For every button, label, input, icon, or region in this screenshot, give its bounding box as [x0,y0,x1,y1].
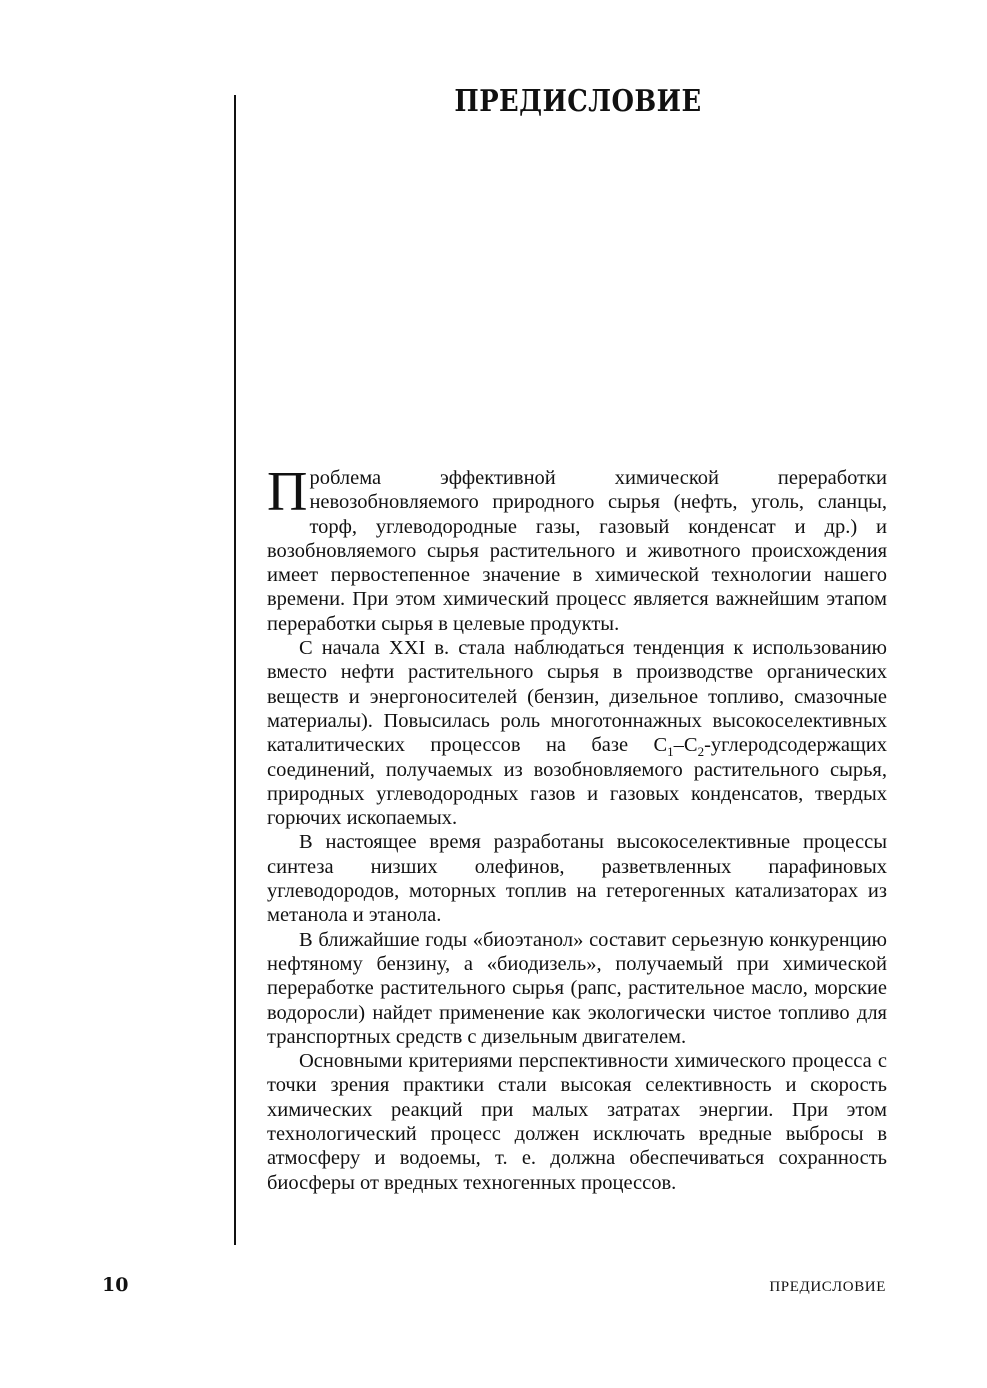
paragraph-2 [267,636,887,830]
page-title: ПРЕДИСЛОВИЕ [454,84,702,119]
drop-cap: П [267,461,308,523]
vertical-rule [234,95,236,1245]
subscript-1: 1 [667,744,674,760]
subscript-2: 2 [697,744,705,760]
paragraph-1-text: роблема эффективной химической переработки невозобновляемого природного сырья (нефть, уголь, сланцы, торф, углеводородные газы, газовый конденсат и др.) и возобновляемого сырья растительного и животного происхождения имеет первостепенное значение в химической технологии нашего времени. При этом химический процесс является важнейшим этапом переработки сырья в целевые продукты. [267,467,887,635]
paragraph-3: В настоящее время разработаны высокоселективные процессы синтеза низших олефинов, разветвленных парафиновых углеводородов, моторных топлив на гетерогенных катализаторах из метанола и этанола. [267,831,887,927]
paragraph-4: В ближайшие годы «биоэтанол» составит серьезную конкуренцию нефтяному бензину, а «биодизель», получаемый при химической переработке растительного сырья (рапс, растительное масло, морские водоросли) найдет применение как экологически чистое топливо для транспортных средств с дизельным двигателем. [267,928,887,1048]
page-number: 10 [102,1274,129,1296]
running-head: ПРЕДИСЛОВИЕ [769,1279,886,1295]
body-text [267,461,887,1195]
paragraph-1 [267,461,887,636]
paragraph-2-text-b: -углеродсодержащих соединений, получаемых из возобновляемого растительного сырья, природных углеводородных газов и газовых конденсатов, твердых горючих ископаемых. [267,734,887,830]
paragraph-2-text-a: С начала XXI в. стала наблюдаться тенденция к использованию вместо нефти растительного сырья в производстве органических веществ и энергоносителей (бензин, дизельное топливо, смазочные материалы). Повысилась роль многотоннажных высокоселективных каталитических процессов на базе C [267,637,887,757]
paragraph-5: Основными критериями перспективности химического процесса с точки зрения практики стали высокая селективность и скорость химических реакций при малых затратах энергии. При этом технологический процесс должен исключать вредные выбросы в атмосферу и водоемы, т. е. должна обеспечиваться сохранность биосферы от вредных техногенных процессов. [267,1050,887,1194]
paragraph-2-dash: –C [673,734,698,757]
